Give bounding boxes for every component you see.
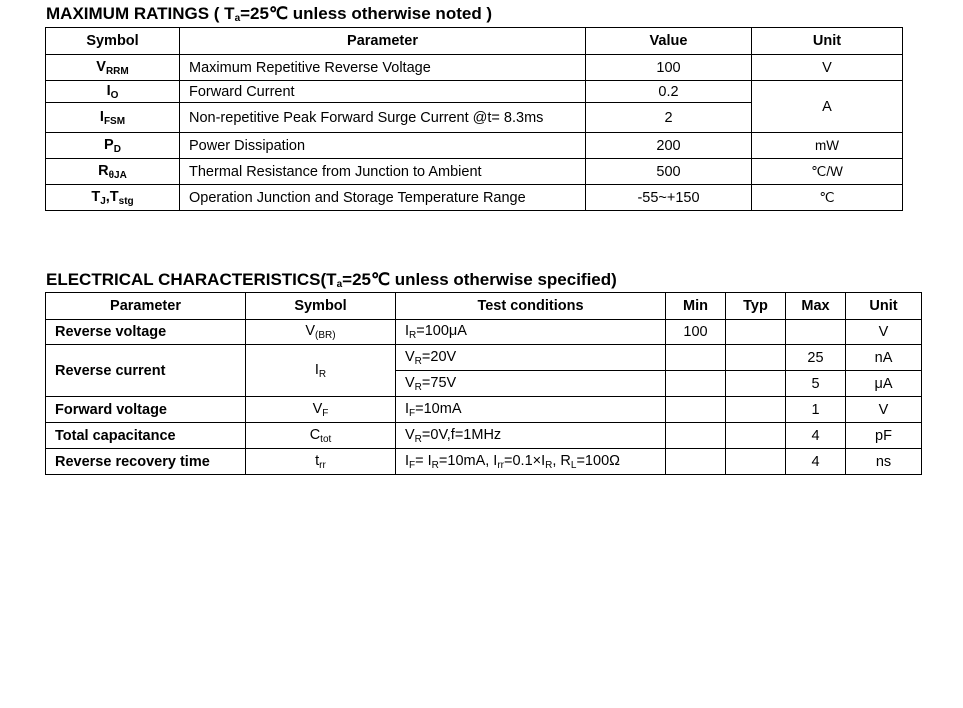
min-cell: 100 (666, 320, 726, 345)
condition-cell: $I_R=100\mu A$ (396, 320, 666, 345)
max-ratings-title: MAXIMUM RATINGS ( $T_a=25℃$ unless otherwise noted ) (46, 4, 493, 24)
table-row (46, 397, 922, 423)
value-cell: 2 (586, 103, 752, 133)
typ-cell (726, 371, 786, 397)
symbol-cell: $I_R$ (246, 345, 396, 397)
unit-cell: V (846, 397, 922, 423)
value-cell: 500 (586, 159, 752, 185)
max-ratings-table (45, 27, 903, 211)
parameter-cell: Reverse voltage (46, 320, 246, 345)
symbol-cell: $R_{\theta JA}$ (46, 159, 180, 185)
table-row (46, 159, 903, 185)
unit-cell: V (846, 320, 922, 345)
header-unit: Unit (752, 28, 903, 55)
header-symbol: Symbol (246, 293, 396, 320)
table-row (46, 133, 903, 159)
unit-cell: pF (846, 423, 922, 449)
min-cell (666, 345, 726, 371)
typ-cell (726, 423, 786, 449)
header-unit: Unit (846, 293, 922, 320)
header-symbol: Symbol (46, 28, 180, 55)
max-cell (786, 320, 846, 345)
unit-cell: A (752, 81, 903, 133)
parameter-cell: Non-repetitive Peak Forward Surge Current @t= 8.3ms (180, 103, 586, 133)
parameter-cell: Maximum Repetitive Reverse Voltage (180, 55, 586, 81)
min-cell (666, 371, 726, 397)
header-value: Value (586, 28, 752, 55)
typ-cell (726, 397, 786, 423)
table-row (46, 81, 903, 103)
min-cell (666, 397, 726, 423)
symbol-cell: $T_J,T_{stg}$ (46, 185, 180, 211)
symbol-cell: $I_{FSM}$ (46, 103, 180, 133)
typ-cell (726, 449, 786, 475)
condition-cell: $V_R=0V,f=1MHz$ (396, 423, 666, 449)
symbol-cell: $V_F$ (246, 397, 396, 423)
parameter-cell: Reverse recovery time (46, 449, 246, 475)
condition-cell: $V_R=75V$ (396, 371, 666, 397)
condition-cell: $V_R=20V$ (396, 345, 666, 371)
parameter-cell: Operation Junction and Storage Temperature Range (180, 185, 586, 211)
parameter-cell: Reverse current (46, 345, 246, 397)
parameter-cell: Total capacitance (46, 423, 246, 449)
symbol-cell: $V_{RRM}$ (46, 55, 180, 81)
table-row (46, 345, 922, 371)
parameter-cell: Thermal Resistance from Junction to Ambient (180, 159, 586, 185)
table-row (46, 185, 903, 211)
header-parameter: Parameter (46, 293, 246, 320)
parameter-cell: Forward Current (180, 81, 586, 103)
table-header-row (46, 293, 922, 320)
unit-cell: V (752, 55, 903, 81)
symbol-cell: $V_{(BR)}$ (246, 320, 396, 345)
unit-cell: ℃/W (752, 159, 903, 185)
value-cell: -55~+150 (586, 185, 752, 211)
symbol-cell: $t_{rr}$ (246, 449, 396, 475)
condition-cell: $I_F=10mA$ (396, 397, 666, 423)
table-row (46, 55, 903, 81)
typ-cell (726, 345, 786, 371)
max-cell: 25 (786, 345, 846, 371)
header-test-conditions: Test conditions (396, 293, 666, 320)
value-cell: 200 (586, 133, 752, 159)
header-parameter: Parameter (180, 28, 586, 55)
value-cell: 0.2 (586, 81, 752, 103)
header-max: Max (786, 293, 846, 320)
unit-cell: ns (846, 449, 922, 475)
condition-cell: $I_F= I_R=10mA$, $I_{rr}=0.1\times I_R$, $R_L=100\Omega$ (396, 449, 666, 475)
header-min: Min (666, 293, 726, 320)
min-cell (666, 423, 726, 449)
table-row (46, 320, 922, 345)
symbol-cell: $I_O$ (46, 81, 180, 103)
unit-cell: μA (846, 371, 922, 397)
header-typ: Typ (726, 293, 786, 320)
table-row (46, 449, 922, 475)
symbol-cell: $C_{tot}$ (246, 423, 396, 449)
symbol-cell: $P_D$ (46, 133, 180, 159)
table-header-row (46, 28, 903, 55)
max-cell: 4 (786, 449, 846, 475)
unit-cell: ℃ (752, 185, 903, 211)
unit-cell: nA (846, 345, 922, 371)
max-cell: 1 (786, 397, 846, 423)
max-cell: 4 (786, 423, 846, 449)
parameter-cell: Power Dissipation (180, 133, 586, 159)
typ-cell (726, 320, 786, 345)
electrical-title: ELECTRICAL $CHARACTERISTICS(T_a=25℃$ unless otherwise specified) (46, 270, 617, 290)
min-cell (666, 449, 726, 475)
table-row (46, 423, 922, 449)
value-cell: 100 (586, 55, 752, 81)
unit-cell: mW (752, 133, 903, 159)
parameter-cell: Forward voltage (46, 397, 246, 423)
max-cell: 5 (786, 371, 846, 397)
electrical-table (45, 292, 922, 475)
